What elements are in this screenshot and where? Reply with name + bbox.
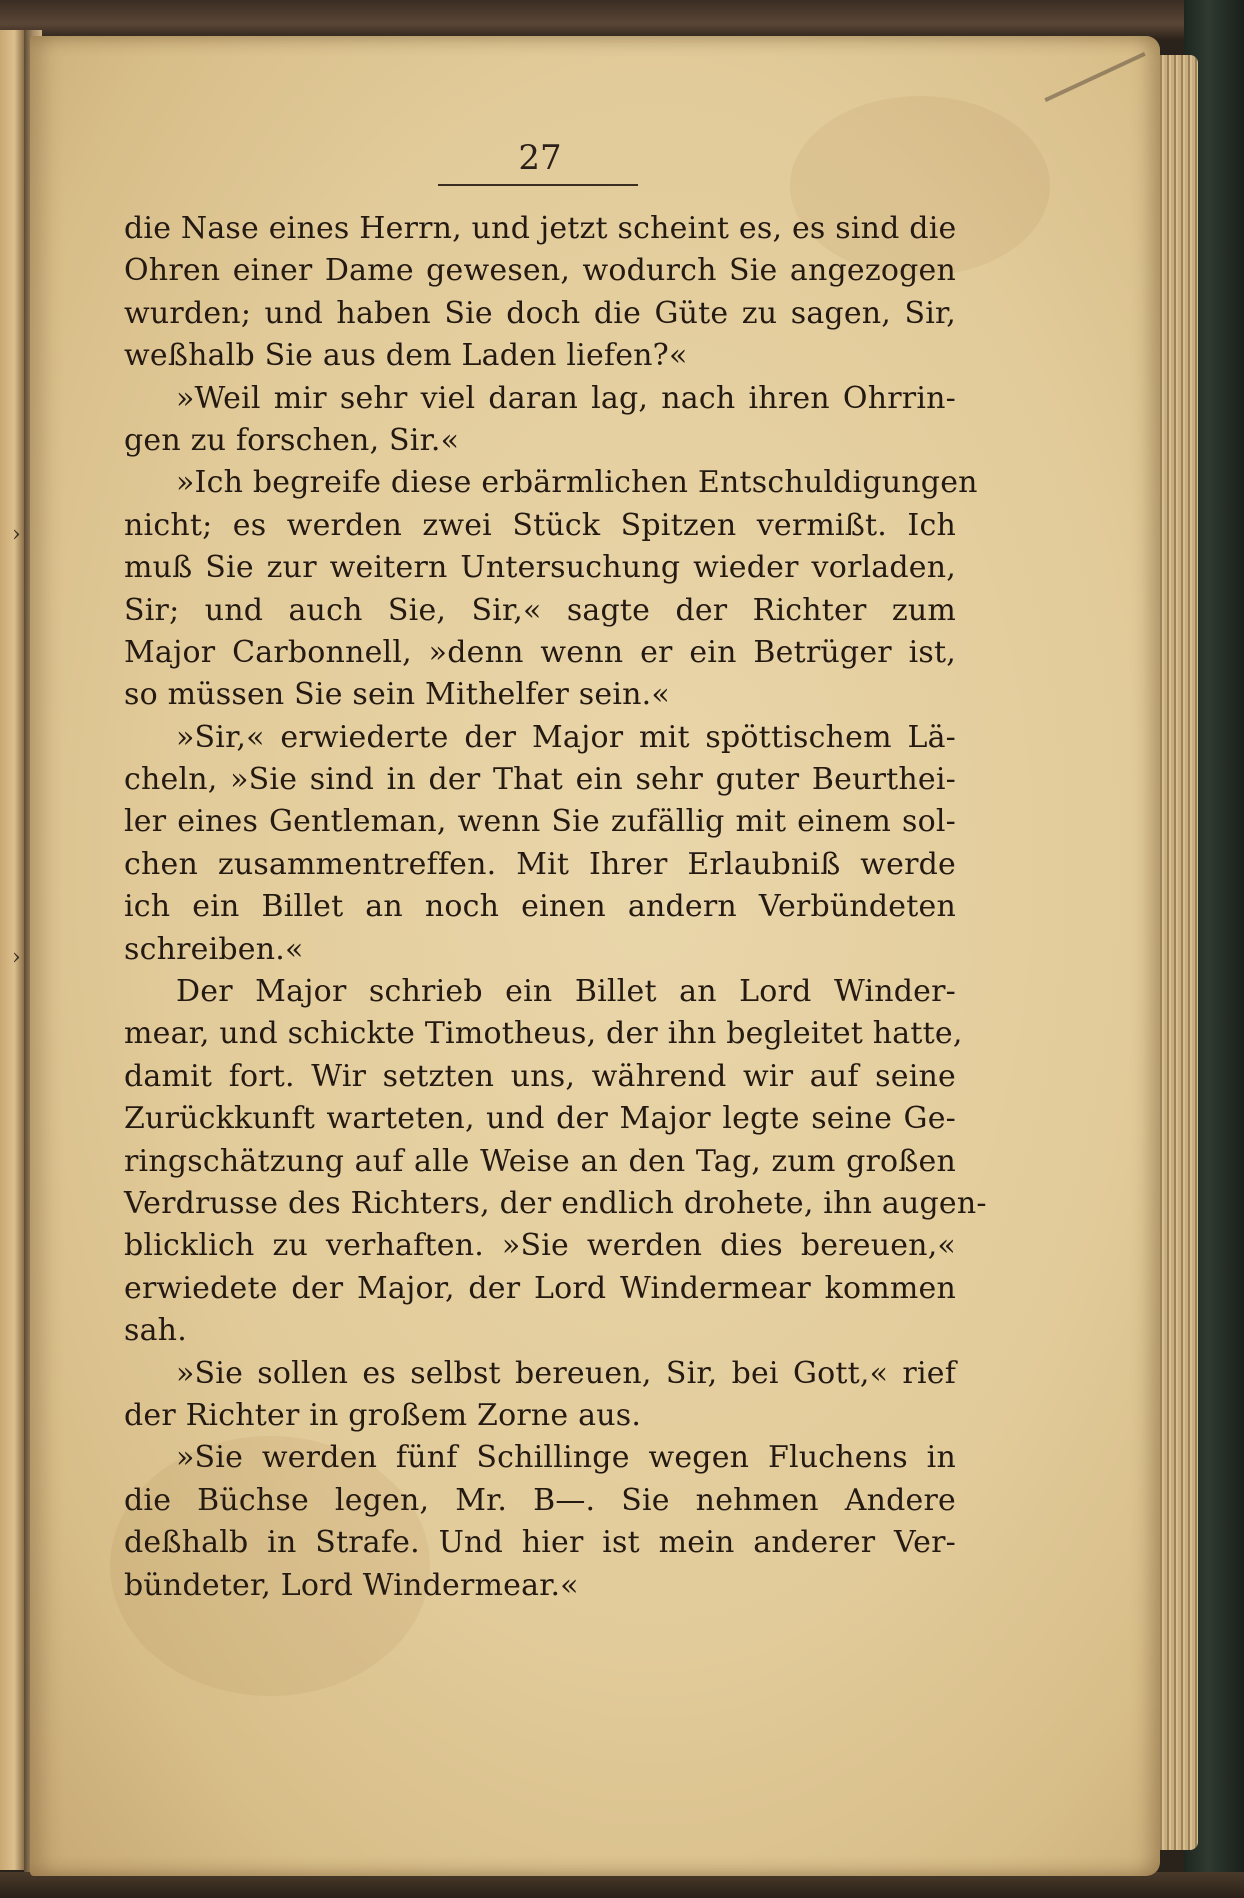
- text-line: die Nase eines Herrn, und jetzt scheint es, es sind die: [124, 211, 957, 246]
- text-line: bündeter, Lord Windermear.«: [124, 1567, 579, 1603]
- text-line: »Ich begreife diese erbärmlichen Entschuldigungen: [176, 465, 978, 501]
- text-line: Verdrusse des Richters, der endlich drohete, ihn augen-: [124, 1185, 987, 1221]
- text-line: »Sir,« erwiederte der Major mit spöttischem Lä-: [176, 719, 956, 755]
- page-number: 27: [518, 138, 562, 178]
- top-book-edge: [0, 0, 1244, 40]
- text-line: weßhalb Sie aus dem Laden liefen?«: [124, 338, 688, 374]
- text-line: damit fort. Wir setzten uns, während wir auf seine: [124, 1058, 956, 1094]
- text-line: mear, und schickte Timotheus, der ihn begleitet hatte,: [124, 1016, 963, 1052]
- header-rule: [438, 184, 638, 186]
- text-line: deßhalb in Strafe. Und hier ist mein anderer Ver-: [124, 1525, 956, 1561]
- text-line: »Sie werden fünf Schillinge wegen Fluchens in: [176, 1440, 956, 1476]
- text-line: schreiben.«: [124, 931, 304, 967]
- text-line: nicht; es werden zwei Stück Spitzen vermißt. Ich: [124, 507, 956, 543]
- text-line: cheln, »Sie sind in der That ein sehr guter Beurthei-: [124, 762, 956, 798]
- text-line: ich ein Billet an noch einen andern Verbündeten: [124, 889, 956, 925]
- text-line: chen zusammentreffen. Mit Ihrer Erlaubniß werde: [124, 846, 956, 882]
- text-line: Der Major schrieb ein Billet an Lord Winder-: [176, 974, 956, 1010]
- page-body-text: [124, 208, 987, 1607]
- text-line: gen zu forschen, Sir.«: [124, 422, 460, 458]
- margin-mark: ›: [12, 945, 21, 970]
- text-line: so müssen Sie sein Mithelfer sein.«: [124, 677, 670, 713]
- text-line: muß Sie zur weitern Untersuchung wieder vorladen,: [124, 550, 956, 586]
- text-line: die Büchse legen, Mr. B—. Sie nehmen Andere: [124, 1482, 956, 1518]
- text-line: der Richter in großem Zorne aus.: [124, 1397, 642, 1433]
- text-line: sah.: [124, 1313, 187, 1349]
- text-line: Sir; und auch Sie, Sir,« sagte der Richter zum: [124, 592, 956, 628]
- text-line: »Weil mir sehr viel daran lag, nach ihren Ohrrin-: [176, 380, 956, 416]
- text-line: wurden; und haben Sie doch die Güte zu sagen, Sir,: [124, 295, 956, 331]
- text-line: erwiedete der Major, der Lord Windermear kommen: [124, 1270, 956, 1306]
- text-line: »Sie sollen es selbst bereuen, Sir, bei Gott,« rief: [176, 1355, 956, 1391]
- text-line: ler eines Gentleman, wenn Sie zufällig mit einem sol-: [124, 804, 956, 840]
- text-line: ringschätzung auf alle Weise an den Tag, zum großen: [124, 1143, 956, 1179]
- text-line: Ohren einer Dame gewesen, wodurch Sie angezogen: [124, 253, 956, 289]
- text-line: Zurückkunft warteten, und der Major legte seine Ge-: [124, 1101, 956, 1137]
- text-line: blicklich zu verhaften. »Sie werden dies bereuen,«: [124, 1228, 956, 1264]
- margin-mark: ›: [12, 522, 21, 547]
- text-line: Major Carbonnell, »denn wenn er ein Betrüger ist,: [124, 634, 956, 670]
